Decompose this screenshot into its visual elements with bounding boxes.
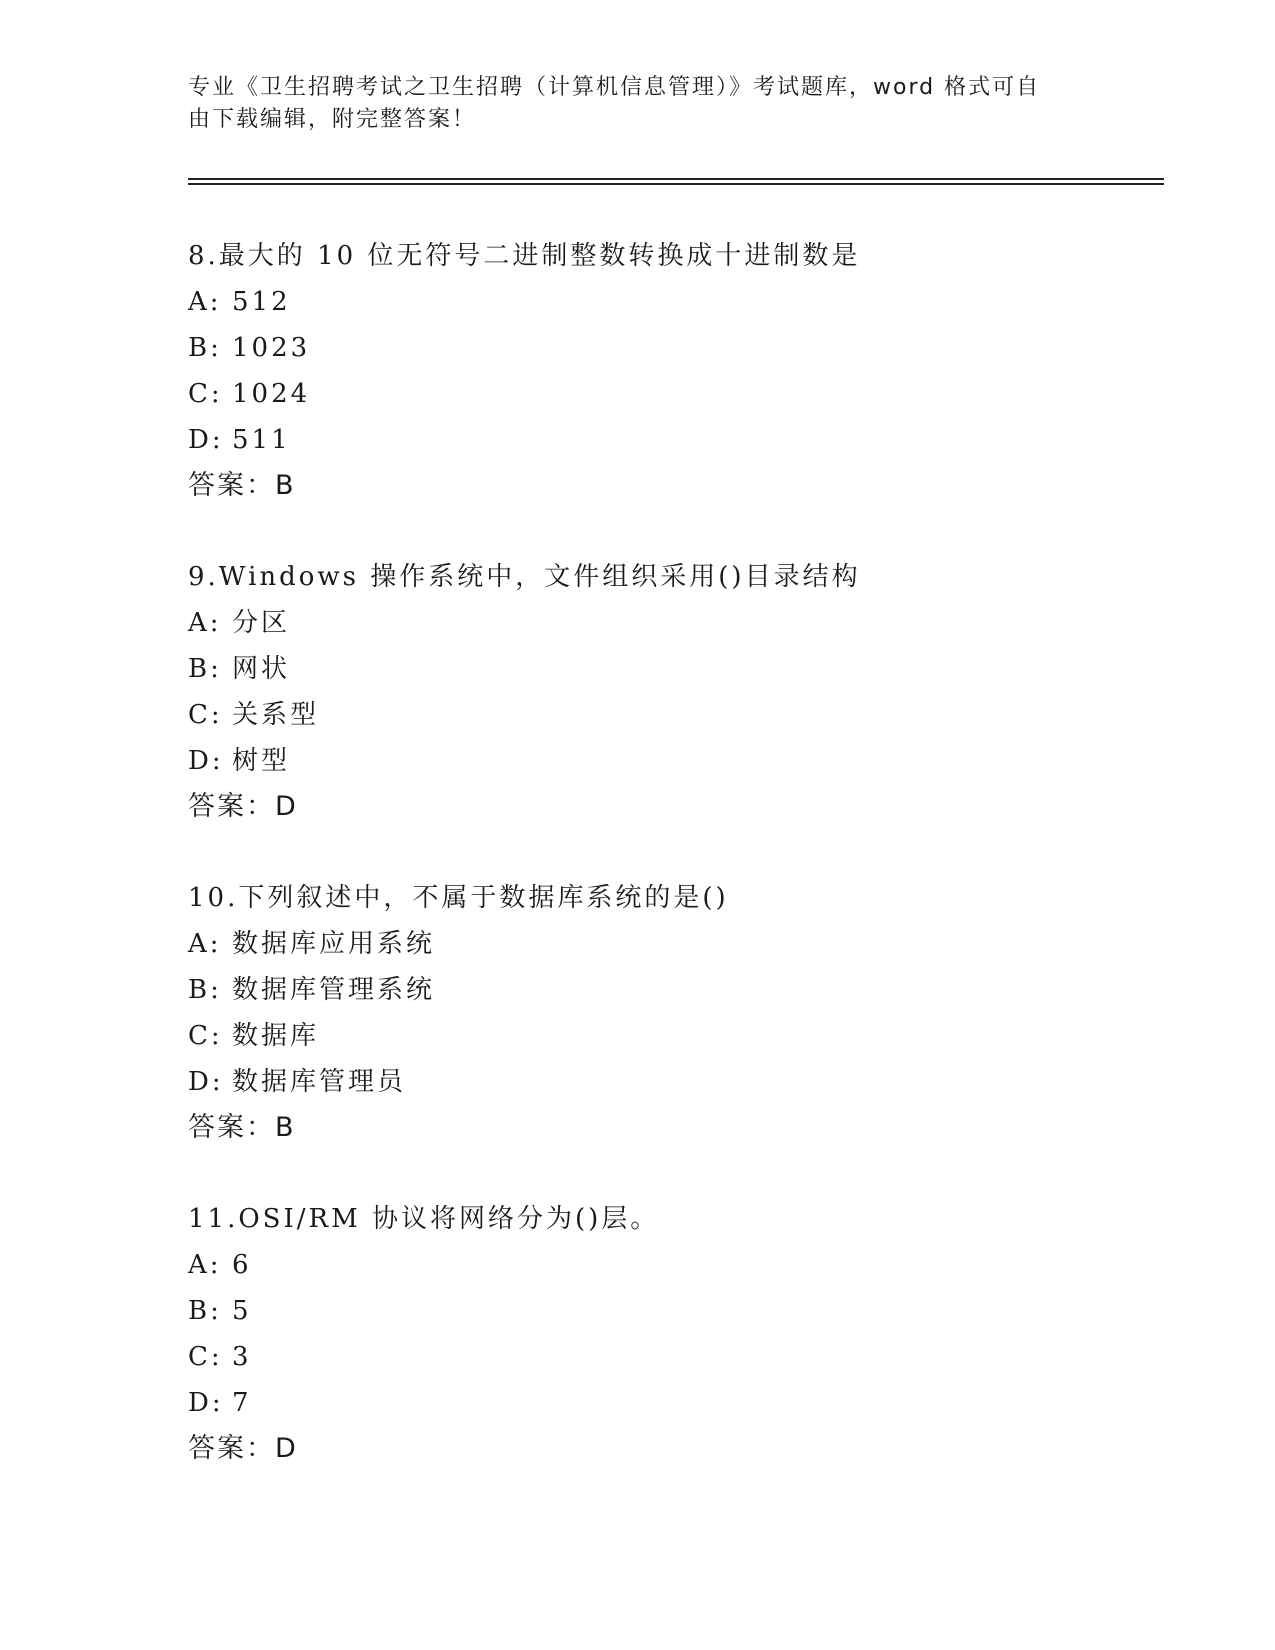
document-header xyxy=(188,72,1088,136)
option-letter: C: xyxy=(188,700,223,730)
option-text: 分区 xyxy=(232,608,291,638)
header-line-2: 由下载编辑，附完整答案！ xyxy=(188,107,477,132)
option-letter: C: xyxy=(188,379,223,409)
answer-line: 答案：B xyxy=(188,1112,296,1143)
option-letter: D: xyxy=(188,746,224,776)
question-title: 11.OSI/RM 协议将网络分为()层。 xyxy=(188,1204,660,1234)
option-text: 1024 xyxy=(232,379,311,409)
option-letter: A: xyxy=(188,1250,222,1280)
option-letter: B: xyxy=(188,333,222,363)
answer-line: 答案：B xyxy=(188,470,296,501)
option-a xyxy=(188,608,1164,654)
option-letter: D: xyxy=(188,425,224,455)
option-letter: B: xyxy=(188,975,222,1005)
question-11 xyxy=(188,1204,1164,1464)
question-9 xyxy=(188,562,1164,822)
option-letter: D: xyxy=(188,1388,224,1418)
option-c xyxy=(188,700,1164,746)
option-text: 3 xyxy=(232,1342,252,1372)
option-text: 数据库管理系统 xyxy=(232,975,436,1005)
option-letter: C: xyxy=(188,1342,223,1372)
option-b xyxy=(188,1296,1164,1342)
header-line-1: 专业《卫生招聘考试之卫生招聘（计算机信息管理）》考试题库，word 格式可自 xyxy=(188,75,1041,100)
option-text: 511 xyxy=(232,425,291,455)
option-text: 5 xyxy=(232,1296,252,1326)
option-c xyxy=(188,1021,1164,1067)
answer-line: 答案：D xyxy=(188,791,298,822)
option-a xyxy=(188,929,1164,975)
option-text: 512 xyxy=(232,287,291,317)
option-c xyxy=(188,379,1164,425)
question-title: 10.下列叙述中，不属于数据库系统的是() xyxy=(188,883,729,913)
option-b xyxy=(188,654,1164,700)
question-title: 8.最大的 10 位无符号二进制整数转换成十进制数是 xyxy=(188,241,861,271)
option-d xyxy=(188,1388,1164,1434)
option-text: 6 xyxy=(232,1250,252,1280)
option-letter: C: xyxy=(188,1021,223,1051)
option-d xyxy=(188,1067,1164,1113)
option-letter: D: xyxy=(188,1067,224,1097)
option-b xyxy=(188,333,1164,379)
option-d xyxy=(188,746,1164,792)
option-text: 数据库 xyxy=(232,1021,320,1051)
option-letter: A: xyxy=(188,608,222,638)
option-text: 1023 xyxy=(232,333,311,363)
header-divider-bottom xyxy=(188,183,1164,185)
option-text: 树型 xyxy=(232,746,291,776)
answer-line: 答案：D xyxy=(188,1433,298,1464)
header-divider-top xyxy=(188,178,1164,180)
option-letter: B: xyxy=(188,1296,222,1326)
option-letter: A: xyxy=(188,929,222,959)
option-text: 数据库管理员 xyxy=(232,1067,407,1097)
option-letter: B: xyxy=(188,654,222,684)
option-text: 关系型 xyxy=(232,700,320,730)
option-d xyxy=(188,425,1164,471)
option-b xyxy=(188,975,1164,1021)
option-text: 网状 xyxy=(232,654,291,684)
option-text: 7 xyxy=(232,1388,252,1418)
question-title: 9.Windows 操作系统中，文件组织采用()目录结构 xyxy=(188,562,861,592)
option-letter: A: xyxy=(188,287,222,317)
option-a xyxy=(188,287,1164,333)
option-c xyxy=(188,1342,1164,1388)
question-10 xyxy=(188,883,1164,1143)
question-8 xyxy=(188,241,1164,501)
option-a xyxy=(188,1250,1164,1296)
option-text: 数据库应用系统 xyxy=(232,929,436,959)
